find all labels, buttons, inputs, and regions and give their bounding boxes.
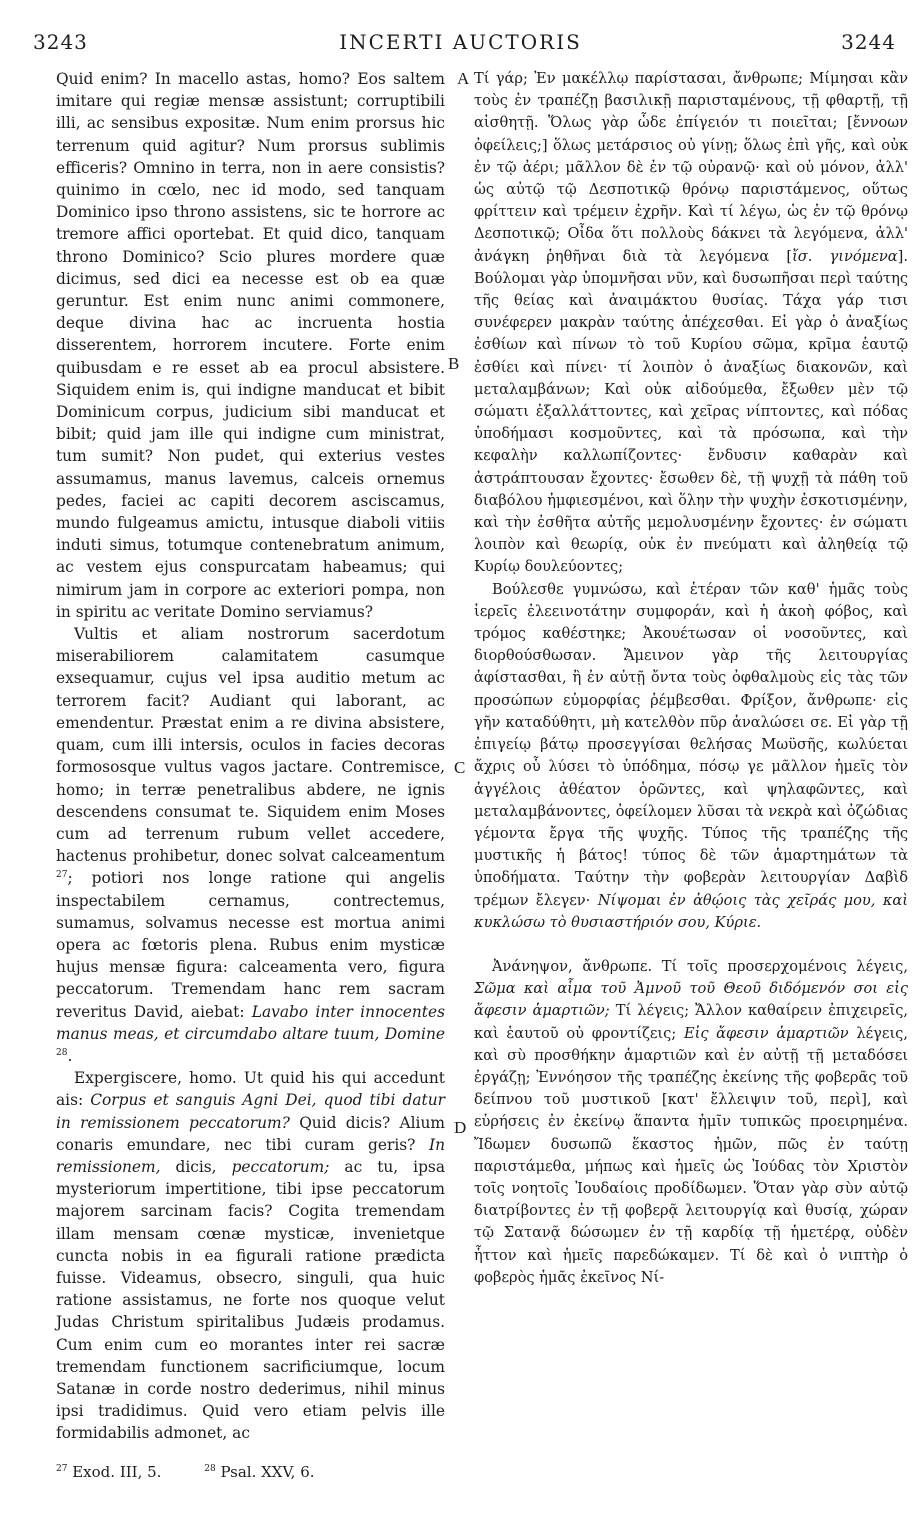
greek-p1-text-cont: ]. Βούλομαι γὰρ ὑπομνῆσαι νῦν, καὶ δυσωπῆσαι περὶ ταύτης τῆς θείας καὶ ἀναιμάκτου θυσίας. Τάχα γάρ τισι συνέφερεν μακρὰν ταύτης ἀπέχεσθαι. Εἰ γὰρ ὁ ἀναξίως ἐσθίων καὶ πίνων τὸ τοῦ Κυρίου σῶμα, κρῖμα ἑαυτῷ ἐσθίει καὶ πίνει· τί λοιπὸν ὁ ἀναξίως διακονῶν, καὶ μεταλαμβάνων; Καὶ οὐκ αἰδούμεθα, ἔξωθεν μὲν τῷ σώματι ἐξαλλάττοντες, καὶ χεῖρας νίπτοντες, καὶ πόδας ὑποδήμασι κοσμοῦντες, καὶ τὰ πρόσωπα, καὶ τὴν κεφαλὴν καλλωπίζοντες· ἔνδυσιν καθαρὰν καὶ ἀστράπτουσαν ἔχοντες· ἔσωθεν δὲ, τῇ ψυχῇ τὰ πάθη τοῦ διαβόλου ἠμφιεσμένοι, καὶ ὅλην τὴν ψυχὴν ἐσκοτισμένην, καὶ τὴν ἐσθῆτα αὐτῆς μεμολυσμένην ἔχοντες· ἐν σώματι λοιπὸν καὶ θεωρίᾳ, οὐκ ἐν πνεύματι καὶ ἀληθείᾳ τῷ Κυρίῳ δουλεύοντες; — [474, 247, 908, 576]
greek-p2-text: Βούλεσθε γυμνώσω, καὶ ἑτέραν τῶν καθ' ἡμᾶς τοὺς ἱερεῖς ἐλεεινοτάτην συμφοράν, καὶ ἡ ἀκοὴ φόβος, καὶ τρόμος καθέστηκε; Ἀκουέτωσαν οἱ νοσοῦντες, καὶ διορθούσθωσαν. Ἄμεινον γὰρ τῆς λειτουργίας ἀφίστασθαι, ἢ ἐν αὐτῇ ὄντα τοὺς ὀφθαλμοὺς εἰς τὰς τῶν προσώπων εὐμορφίας ῥέμβεσθαι. Φρίξον, ἄνθρωπε· εἰς γῆν καταδύθητι, μὴ κατελθὸν πῦρ ἀναλώσει σε. Εἰ γὰρ τῇ ἐπιγείῳ βάτῳ προσεγγίσαι θελήσας Μωϋσῆς, κωλύεται ἄχρις οὗ λύσει τὸ ὑπόδημα, πόσῳ γε μᾶλλον ἡμεῖς τὸν ἀγγέλοις ἀθέατον ὁρῶντες, καὶ ψηλαφῶντες, καὶ μεταλαμβάνοντες, ὀφείλομεν λῦσαι τὰ νεκρὰ καὶ ὀζώδιας γέμοντα ἔργα τῆς ψυχῆς. Τύπος τῆς τραπέζης τῆς μυστικῆς ἡ βάτος! τύπος δὲ τῶν ἁμαρτημάτων τὰ ὑποδήματα. Ταύτην τὴν φοβερὰν λειτουργίαν Δαβὶδ τρέμων ἔλεγεν· — [474, 580, 908, 909]
latin-paragraph-3 — [56, 1067, 445, 1444]
latin-p3-text-4: ac tu, ipsa mysteriorum impertitione, tibi ipse peccatorum majorem sarcinam facis? Cogita tremendam illam mensam cœnæ mysticæ, invenietque cuncta nobis in ea figurali ratione prædicta fuisse. Videamus, obsecro, singuli, qua huic ratione assistamus, ne forte nos quoque velut Judas Christum spiritalibus Judæis prodamus. Cum enim cum eo morantes inter rei sacræ tremendam functionem sacrificiumque, locum Satanæ in corde nostro dederimus, nihil minus ipsi tradidimus. Quid vero etiam pelvis ille formidabilis admonet, ac — [56, 1157, 445, 1443]
footnote-ref-28: 28 — [56, 1047, 68, 1058]
greek-paragraph-3 — [474, 956, 908, 1289]
greek-p3-text-3: λέγεις, καὶ σὺ προσθήκην ἁμαρτιῶν καὶ ἐν αὐτῇ τῇ μεταδόσει ἐργάζῃ; Ἐννόησον τῆς τραπέζης ἐκείνης τῆς φοβερᾶς τοῦ δείπνου τοῦ μυστικοῦ [κατ' ἔλλειψιν τοῦ, περὶ], καὶ εὑρήσεις ἐν ἐκείνῳ ἅπαντα ἡμῖν τυπικῶς προειρημένα. Ἴδωμεν δυσωπῶ ἕκαστος ἡμῶν, πῶς ἐν ταύτῃ παριστάμεθα, μήπως καὶ ἡμεῖς ὡς Ἰούδας τὸν Χριστὸν τοῖς νοητοῖς Ἰουδαίοις προδίδωμεν. Ὅταν γὰρ σὺν αὐτῷ διατρίβοντες ἐν τῇ φοβερᾷ λειτουργίᾳ καὶ θυσίᾳ, χώραν τῷ Σατανᾷ δώσωμεν ἐν τῇ καρδίᾳ τῇ ἡμετέρᾳ, οὐδὲν ἧττον καὶ ἡμεῖς παρεδώκαμεν. Τί δὲ καὶ ὁ νιπτὴρ ὁ φοβερὸς ἡμᾶς ἐκεῖνος Νί- — [474, 1024, 908, 1286]
latin-p3-italic-1: In remissionem, — [56, 1135, 445, 1176]
greek-column — [474, 68, 908, 1289]
margin-letter-a: A — [457, 69, 470, 88]
column-number-right: 3244 — [841, 30, 896, 54]
latin-p3-text-3: dicis, — [175, 1157, 217, 1176]
latin-column — [56, 68, 445, 1445]
margin-letter-d: D — [454, 1118, 467, 1137]
latin-p2-text-cont: ; potiori nos longe ratione qui angelis inspectabilem cernamus, contrectemus, sumamus, solvamus necesse est mortua animi opera ac fœtoris plena. Rubus enim mysticæ hujus mensæ figura: calceamenta vero, figura peccatorum. Tremendam hanc rem sacram reveritus David, aiebat: — [56, 869, 445, 1021]
greek-p3-text-2: Τί λέγεις; Ἄλλον καθαίρειν ἐπιχειρεῖς, καὶ ἑαυτοῦ οὐ φροντίζεις; — [474, 1002, 909, 1042]
latin-p3-text: Expergiscere, homo. Ut quid his qui accedunt ais: — [56, 1069, 445, 1110]
greek-p3-italic: Εἰς ἄφεσιν ἁμαρτιῶν — [683, 1024, 849, 1042]
footnote-ref-27: 27 — [56, 870, 68, 881]
latin-p3-italic-2: peccatorum; — [231, 1157, 330, 1176]
latin-paragraph-1: Quid enim? In macello astas, homo? Eos saltem imitare qui regiæ mensæ assistunt; corruptibili illi, ac sensibus expositæ. Num enim prorsus hic terrenum quid agitur? Num prorsus sublimis efficeris? Omnino in terra, non in aere consistis? quinimo in cœlo, nec id modo, sed tanquam Dominico ipso throno assistens, sic te horrore ac tremore affici oportebat. Et quid dico, tanquam throno Dominico? Scio plures mordere quæ dicimus, sed dici ea necesse est ob ea quæ geruntur. Est enim nunc animi commonere, deque divina hac ac incruenta hostia disserentem, horrorem incutere. Forte enim quibusdam e re esset ab ea procul absistere. Siquidem enim is, qui indigne manducat et bibit Dominicum corpus, judicium sibi manducat et bibit; quid jam ille qui indigne cum ministrat, tum sumit? Non pudet, qui exterius vestes assumamus, manus lavemus, calceis ornemus pedes, faciei ac capiti decorem asciscamus, mundo fulgeamus amictu, intusque diaboli vitiis induti simus, totumque contenebratum animum, ac vestem ejus conspurcatam habeamus; qui nimirum jam in corpore ac exteriori pompa, non in spiritu ac veritate Domino serviamus? — [56, 70, 445, 621]
footnote-number: 28 — [204, 1464, 216, 1474]
greek-psalm-quote: Νίψομαι ἐν ἀθῴοις τὰς χεῖράς μου, καὶ κυκλώσω τὸ θυσιαστήριόν σου, Κύριε. — [474, 891, 909, 931]
greek-p1-text: Τί γάρ; Ἐν μακέλλῳ παρίστασαι, ἄνθρωπε; Μίμησαι κἂν τοὺς ἐν τραπέζῃ βασιλικῇ παρισταμένους, τῇ φθαρτῇ, τῇ αἰσθητῇ. Ὅλως γὰρ ὧδε ἐπίγειόν τι ποιεῖται; [ἔννοων ὀφείλεις;] ὅλως μετάρσιος οὐ γίνῃ; ὅλως ἐπὶ γῆς, καὶ οὐκ ἐν τῷ ἀέρι; μᾶλλον δὲ ἐν τῷ οὐρανῷ· καὶ οὐ μόνον, ἀλλ' ὡς αὐτῷ τῷ Δεσποτικῷ θρόνῳ παριστάμενος, οὕτως φρίττειν καὶ τρέμειν ἐχρῆν. Καὶ τί λέγω, ὡς ἐν τῷ θρόνῳ Δεσποτικῷ; Οἶδα ὅτι πολλοὺς δάκνει τὰ λεγόμενα, ἀλλ' ἀνάγκη ῥηθῆναι διὰ τὰ λεγόμενα [ — [474, 70, 908, 265]
footnote-number: 27 — [56, 1464, 68, 1474]
margin-letter-c: C — [454, 758, 466, 777]
footnote-28 — [204, 1463, 314, 1481]
footnote-text: Exod. III, 5. — [72, 1463, 162, 1481]
column-number-left: 3243 — [33, 30, 88, 54]
latin-p3-quote: Corpus et sanguis Agni Dei, quod tibi datur in remissionem peccatorum? — [56, 1091, 445, 1132]
running-title: INCERTI AUCTORIS — [339, 30, 582, 54]
greek-p3-quote: Σῶμα καὶ αἷμα τοῦ Ἀμνοῦ τοῦ Θεοῦ διδόμενόν σοι εἰς ἄφεσιν ἁμαρτιῶν; — [474, 980, 908, 1020]
footnotes — [56, 1463, 353, 1481]
greek-p1-note: ἴσ. γινόμενα — [792, 247, 898, 265]
footnote-text: Psal. XXV, 6. — [220, 1463, 315, 1481]
page-header — [0, 30, 921, 60]
latin-p3-text-2: Quid dicis? Alium conaris emundare, nec tibi curam geris? — [56, 1113, 445, 1154]
greek-paragraph-2 — [474, 579, 908, 934]
margin-letter-b: B — [448, 354, 460, 373]
greek-p3-text: Ἀνάνηψον, ἄνθρωπε. Τί τοῖς προσερχομένοις λέγεις, — [492, 957, 908, 975]
latin-p2-text: Vultis et aliam nostrorum sacerdotum miserabiliorem calamitatem casumque exsequamur, cujus vel ipsa auditio metum ac terrorem facit? Audiant qui laborant, ac emendentur. Præstat enim a re divina absistere, quam, cum illi intersis, oculos in facies decoras formososque vultus vagos jactare. Contremisce, homo; in terræ penetralibus abdere, ne ignis descendens consumat te. Siquidem enim Moses cum ad terrenum rubum vellet accedere, hactenus prohibetur, donec solvat calceamentum — [56, 625, 445, 866]
latin-psalm-quote: Lavabo inter innocentes manus meas, et circumdabo altare tuum, Domine — [56, 1002, 445, 1043]
greek-paragraph-1 — [474, 68, 908, 579]
footnote-27 — [56, 1463, 161, 1481]
latin-paragraph-2: Vultis et aliam nostrorum sacerdotum miserabiliorem calamitatem casumque exsequamur, cujus vel ipsa auditio metum ac terrorem facit? Audiant qui laborant, ac emendentur. Præstat enim a re divina absistere, quam, cum illi intersis, oculos in facies decoras formososque vultus vagos jactare. Contremisce, homo; in terræ penetralibus abdere, ne ignis descendens consumat te. Siquidem enim Moses cum ad terrenum rubum vellet accedere, hactenus prohibetur, donec solvat calceamentum $^{27}$; potiori nos longe ratione qui angelis inspectabilem cernamus, contrectemus, sumamus, solvamus necesse est mortua animi opera ac fœtoris plena. Rubus enim mysticæ hujus mensæ figura: calceamenta vero, figura peccatorum. Tremendam hanc rem sacram reveritus David, aiebat: Lavabo inter innocentes manus meas, et circumdabo altare tuum, Domine $^{28}$. — [56, 625, 445, 1065]
